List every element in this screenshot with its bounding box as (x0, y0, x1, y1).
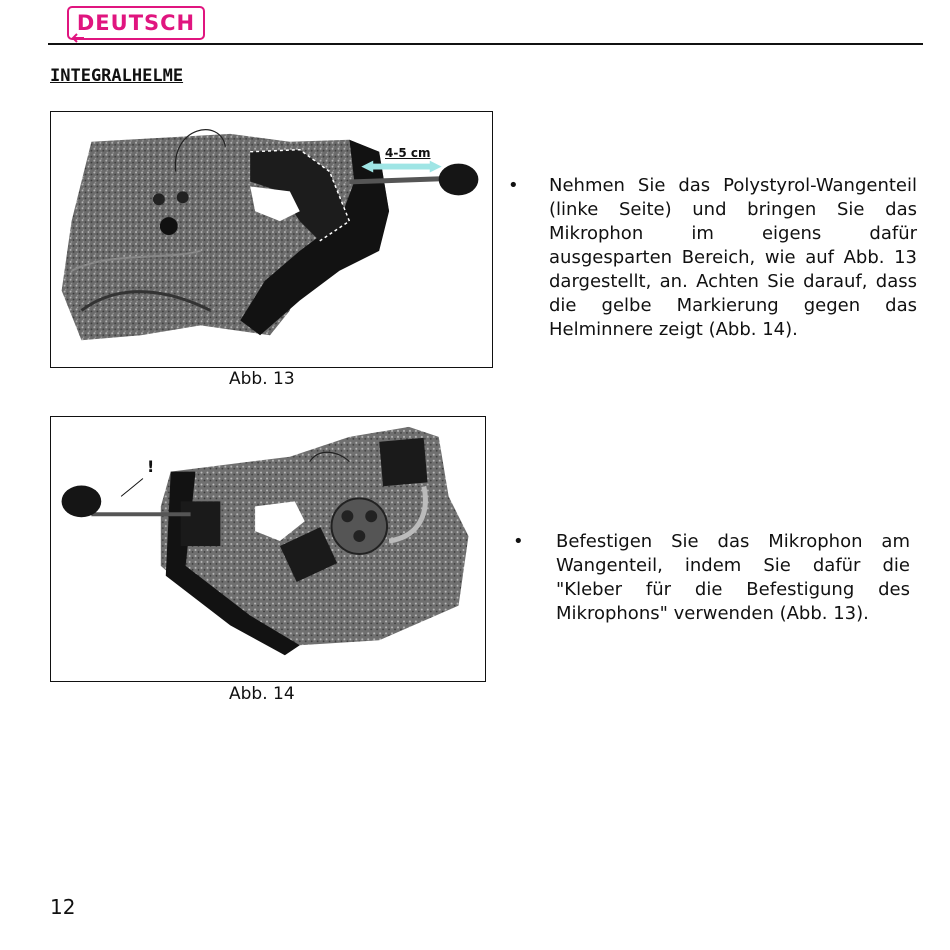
helmet-cheekpad-mounted-illustration (51, 417, 485, 681)
bullet-icon: • (508, 175, 519, 196)
measure-label: 4-5 cm (385, 146, 431, 160)
header-divider (48, 43, 923, 45)
instruction-text: Nehmen Sie das Polystyrol-Wangenteil (linke Seite) und bringen Sie das Mikrophon im eigens dafür ausgesparten Bereich, wie auf Abb. 13 dargestellt, an. Achten Sie darauf, dass die gelbe Markierung gegen das Helminnere zeigt (Abb. 14). (549, 175, 917, 340)
instruction-text: Befestigen Sie das Mikrophon am Wangenteil, indem Sie dafür die "Kleber für die Befestigung des Mikrophons" verwenden (Abb. 13). (556, 531, 910, 624)
figure-14-image (50, 416, 486, 682)
bullet-icon: • (513, 531, 524, 552)
language-label: DEUTSCH (76, 11, 196, 35)
figure-14-caption: Abb. 14 (229, 684, 295, 704)
exclamation-marker: ! (147, 457, 155, 476)
arrow-left-icon (71, 33, 85, 43)
page-number: 12 (50, 895, 76, 919)
language-badge (67, 6, 205, 40)
figure-13-image (50, 111, 493, 368)
figure-13-caption: Abb. 13 (229, 369, 295, 389)
section-title: INTEGRALHELME (50, 66, 184, 86)
